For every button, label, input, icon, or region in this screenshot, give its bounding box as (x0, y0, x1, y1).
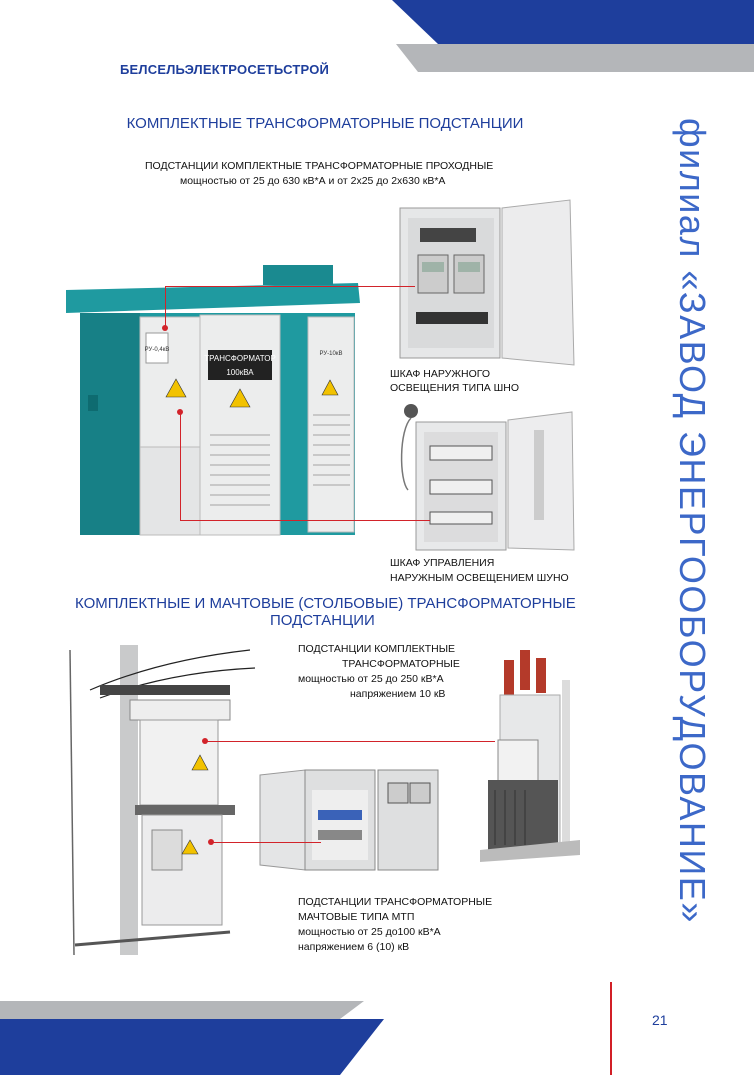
substation-sign: ТРАНСФОРМАТОР (204, 354, 276, 363)
connector-line (165, 286, 415, 287)
top-gray-stripe (396, 44, 754, 72)
section1-subtitle-2: мощностью от 25 до 630 кВ*А и от 2х25 до 2х630 кВ*А (180, 175, 446, 187)
cabinet-shno-label-1: ШКАФ НАРУЖНОГО (390, 368, 491, 380)
mtp-label-1: ПОДСТАНЦИИ ТРАНСФОРМАТОРНЫЕ (298, 896, 493, 908)
door-right-tag: РУ-10кВ (319, 351, 343, 357)
kiosk-substation-image (58, 255, 388, 565)
section2-title-2: ПОДСТАНЦИИ (270, 612, 375, 629)
pole-substation-image (60, 640, 260, 960)
ktp-label-4: напряжением 10 кВ (350, 688, 446, 700)
page-number: 21 (652, 1012, 668, 1028)
connector-line (211, 842, 321, 843)
top-blue-stripe (392, 0, 754, 44)
bottom-gray-stripe (0, 1001, 364, 1019)
top-stripes (0, 0, 754, 80)
connector-line (180, 520, 430, 521)
substation-power: 100кВА (226, 368, 254, 377)
connector-line (205, 741, 495, 742)
mtp-label-2: МАЧТОВЫЕ ТИПА МТП (298, 911, 415, 923)
ktp-label-1: ПОДСТАНЦИИ КОМПЛЕКТНЫЕ (298, 643, 456, 655)
connector-line (165, 286, 166, 328)
mtp-label-3: мощностью от 25 до100 кВ*А (298, 926, 441, 938)
cabinet-shno-label-2: ОСВЕЩЕНИЯ ТИПА ШНО (390, 382, 520, 394)
section1-title: КОМПЛЕКТНЫЕ ТРАНСФОРМАТОРНЫЕ ПОДСТАНЦИИ (126, 115, 524, 132)
brand-name: БЕЛСЕЛЬЭЛЕКТРОСЕТЬСТРОЙ (120, 62, 330, 77)
connector-line (180, 412, 181, 520)
bottom-blue-stripe (0, 1019, 384, 1075)
door-left-tag: РУ-0,4кВ (144, 347, 170, 353)
section2-title-1: КОМПЛЕКТНЫЕ И МАЧТОВЫЕ (СТОЛБОВЫЕ) ТРАНСФОРМАТОРНЫЕ (75, 595, 576, 612)
cabinet-shuno-label-2: НАРУЖНЫМ ОСВЕЩЕНИЕМ ШУНО (390, 572, 569, 584)
side-title: филиал «ЗАВОД ЭНЕРГООБОРУДОВАНИЕ» (672, 118, 713, 924)
ktp-label-2: ТРАНСФОРМАТОРНЫЕ (342, 658, 460, 670)
cabinet-shuno-label-1: ШКАФ УПРАВЛЕНИЯ (390, 557, 495, 569)
bottom-stripes (0, 995, 420, 1075)
ktp-10kv-image (480, 640, 590, 870)
cabinet-shno-image (398, 200, 598, 365)
cabinet-shuno-image (394, 400, 584, 550)
section1-subtitle-1: ПОДСТАНЦИИ КОМПЛЕКТНЫЕ ТРАНСФОРМАТОРНЫЕ ПРОХОДНЫЕ (145, 160, 494, 172)
mtp-cabinet-image (260, 765, 440, 875)
page-number-divider (610, 982, 612, 1075)
ktp-label-3: мощностью от 25 до 250 кВ*А (298, 673, 444, 685)
mtp-label-4: напряжением 6 (10) кВ (298, 941, 410, 953)
